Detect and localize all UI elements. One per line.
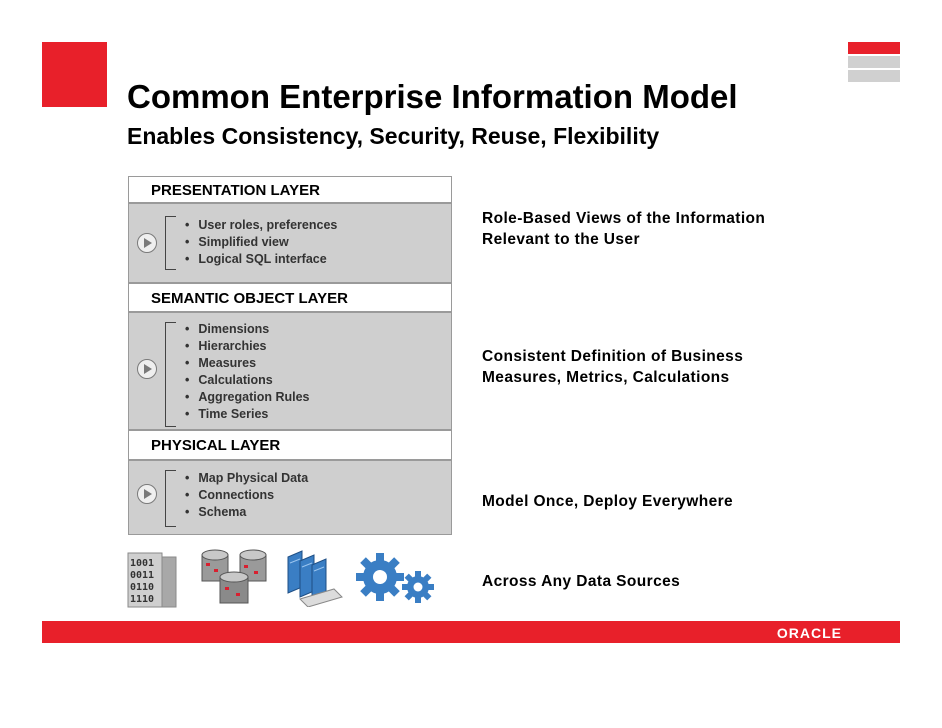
play-icon: [137, 484, 157, 504]
binary-row: 0011: [130, 570, 155, 581]
oracle-logo-wrap: [777, 625, 842, 643]
list-item: • Logical SQL interface: [185, 251, 337, 268]
description-semantic: [482, 346, 743, 388]
description-line: Relevant to the User: [482, 231, 640, 248]
list-item: • Schema: [185, 504, 308, 521]
server-stack-icon: [284, 547, 346, 607]
list-item: • Connections: [185, 487, 308, 504]
list-item: • Hierarchies: [185, 338, 310, 355]
binary-row: 1001: [130, 558, 155, 569]
list-item: • Aggregation Rules: [185, 389, 310, 406]
play-icon: [137, 233, 157, 253]
bracket-icon: [165, 470, 176, 527]
physical-items: [185, 470, 308, 521]
page-subtitle: Enables Consistency, Security, Reuse, Flexibility: [127, 123, 660, 149]
description-line: Role-Based Views of the Information: [482, 210, 766, 227]
layer-title: PHYSICAL LAYER: [151, 437, 281, 454]
description-line: Across Any Data Sources: [482, 573, 681, 590]
description-physical: [482, 491, 733, 512]
binary-row: 0110: [130, 582, 155, 593]
list-item: • Time Series: [185, 406, 310, 423]
list-item: • User roles, preferences: [185, 217, 337, 234]
description-line: Model Once, Deploy Everywhere: [482, 493, 734, 510]
description-line: Measures, Metrics, Calculations: [482, 369, 730, 386]
physical-layer-body: [128, 460, 452, 535]
footer-bar: [42, 621, 900, 643]
presentation-layer-header: [128, 176, 452, 203]
semantic-items: [185, 321, 310, 423]
list-item: • Calculations: [185, 372, 310, 389]
bracket-icon: [165, 322, 176, 427]
bracket-icon: [165, 216, 176, 270]
database-cylinders-icon: [196, 547, 274, 609]
presentation-layer-body: [128, 203, 452, 283]
layer-title: PRESENTATION LAYER: [151, 182, 320, 199]
list-item: • Map Physical Data: [185, 470, 308, 487]
description-line: Consistent Definition of Business: [482, 348, 744, 365]
semantic-layer-header: [128, 283, 452, 312]
oracle-logo: ORACLE: [776, 625, 842, 641]
brand-red-square: [42, 42, 107, 107]
description-presentation: [482, 208, 765, 250]
play-icon: [137, 359, 157, 379]
binary-data-file-icon: [124, 549, 180, 611]
list-item: • Measures: [185, 355, 310, 372]
description-data-sources: [482, 571, 680, 592]
list-item: • Dimensions: [185, 321, 310, 338]
semantic-layer-body: [128, 312, 452, 430]
binary-row: 1110: [130, 594, 155, 605]
page-title: Common Enterprise Information Model: [127, 78, 738, 115]
physical-layer-header: [128, 430, 452, 460]
decorative-stripes: [848, 42, 900, 84]
presentation-items: [185, 217, 337, 268]
gears-icon: [354, 549, 438, 607]
list-item: • Simplified view: [185, 234, 337, 251]
layer-title: SEMANTIC OBJECT LAYER: [151, 290, 348, 307]
